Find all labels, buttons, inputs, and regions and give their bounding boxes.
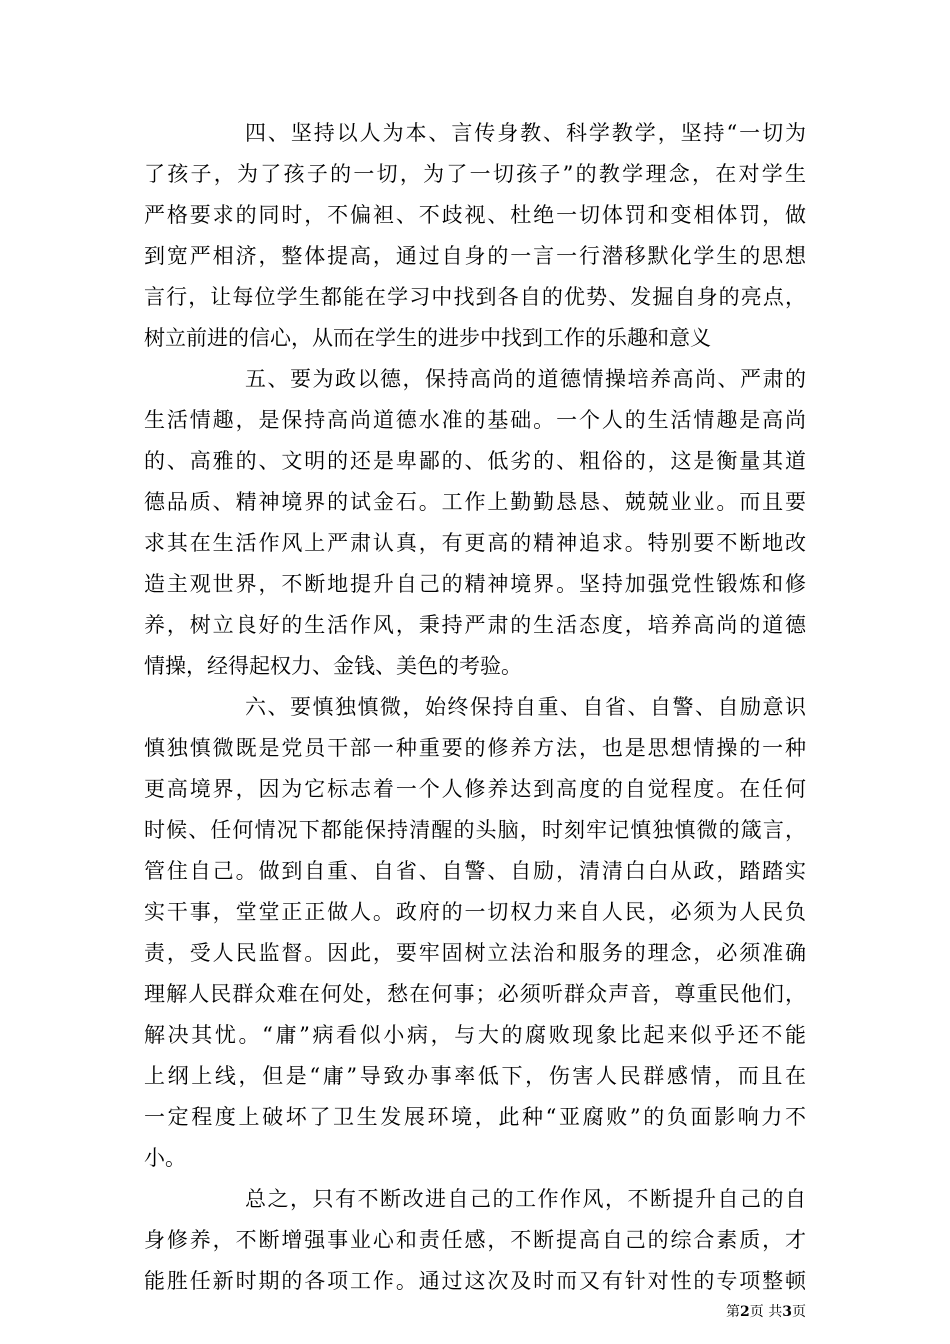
text-line: 四、坚持以人为本、言传身教、科学教学，坚持“一切为 bbox=[245, 121, 806, 145]
text-line: 生活情趣，是保持高尚道德水准的基础。一个人的生活情趣是高尚 bbox=[144, 408, 806, 432]
text-line: 树立前进的信心，从而在学生的进步中找到工作的乐趣和意义 bbox=[144, 326, 711, 350]
page-middle: 页 共 bbox=[749, 1304, 783, 1320]
text-line: 小。 bbox=[144, 1146, 186, 1170]
text-line: 养，树立良好的生活作风，秉持严肃的生活态度，培养高尚的道德 bbox=[144, 613, 806, 637]
text-line: 实干事，堂堂正正做人。政府的一切权力来自人民，必须为人民负 bbox=[144, 900, 806, 924]
page-prefix: 第 bbox=[726, 1304, 741, 1320]
text-line: 的、高雅的、文明的还是卑鄙的、低劣的、粗俗的，这是衡量其道 bbox=[144, 449, 806, 473]
text-line: 言行，让每位学生都能在学习中找到各自的优势、发掘自身的亮点， bbox=[144, 285, 806, 309]
text-line: 了孩子，为了孩子的一切，为了一切孩子”的教学理念，在对学生 bbox=[144, 162, 806, 186]
page-current: 2 bbox=[740, 1304, 750, 1320]
text-line: 身修养，不断增强事业心和责任感，不断提高自己的综合素质，才 bbox=[144, 1228, 806, 1252]
text-line: 情操，经得起权力、金钱、美色的考验。 bbox=[144, 654, 522, 678]
text-line: 一定程度上破坏了卫生发展环境，此种“亚腐败”的负面影响力不 bbox=[144, 1105, 806, 1129]
text-line: 六、要慎独慎微，始终保持自重、自省、自警、自励意识 bbox=[245, 695, 806, 719]
text-line: 严格要求的同时，不偏袒、不歧视、杜绝一切体罚和变相体罚，做 bbox=[144, 203, 806, 227]
text-line: 五、要为政以德，保持高尚的道德情操培养高尚、严肃的 bbox=[245, 367, 806, 391]
text-line: 管住自己。做到自重、自省、自警、自励，清清白白从政，踏踏实 bbox=[144, 859, 806, 883]
text-line: 解决其忧。“庸”病看似小病，与大的腐败现象比起来似乎还不能 bbox=[144, 1023, 806, 1047]
text-line: 德品质、精神境界的试金石。工作上勤勤恳恳、兢兢业业。而且要 bbox=[144, 490, 806, 514]
text-line: 上纲上线，但是“庸”导致办事率低下，伤害人民群感情，而且在 bbox=[144, 1064, 806, 1088]
page-number-footer bbox=[600, 1302, 806, 1322]
text-line: 求其在生活作风上严肃认真，有更高的精神追求。特别要不断地改 bbox=[144, 531, 806, 555]
text-line: 造主观世界，不断地提升自己的精神境界。坚持加强党性锻炼和修 bbox=[144, 572, 806, 596]
text-line: 能胜任新时期的各项工作。通过这次及时而又有针对性的专项整顿 bbox=[144, 1269, 806, 1293]
text-line: 责，受人民监督。因此，要牢固树立法治和服务的理念，必须准确 bbox=[144, 941, 806, 965]
page-suffix: 页 bbox=[792, 1304, 806, 1320]
text-line: 总之，只有不断改进自己的工作作风，不断提升自己的自 bbox=[245, 1187, 806, 1211]
text-line: 更高境界，因为它标志着一个人修养达到高度的自觉程度。在任何 bbox=[144, 777, 806, 801]
text-line: 理解人民群众难在何处，愁在何事；必须听群众声音，尊重民他们， bbox=[144, 982, 806, 1006]
page-total: 3 bbox=[782, 1304, 792, 1320]
text-line: 慎独慎微既是党员干部一种重要的修养方法，也是思想情操的一种 bbox=[144, 736, 806, 760]
text-line: 到宽严相济，整体提高，通过自身的一言一行潜移默化学生的思想 bbox=[144, 244, 806, 268]
text-line: 时候、任何情况下都能保持清醒的头脑，时刻牢记慎独慎微的箴言， bbox=[144, 818, 806, 842]
